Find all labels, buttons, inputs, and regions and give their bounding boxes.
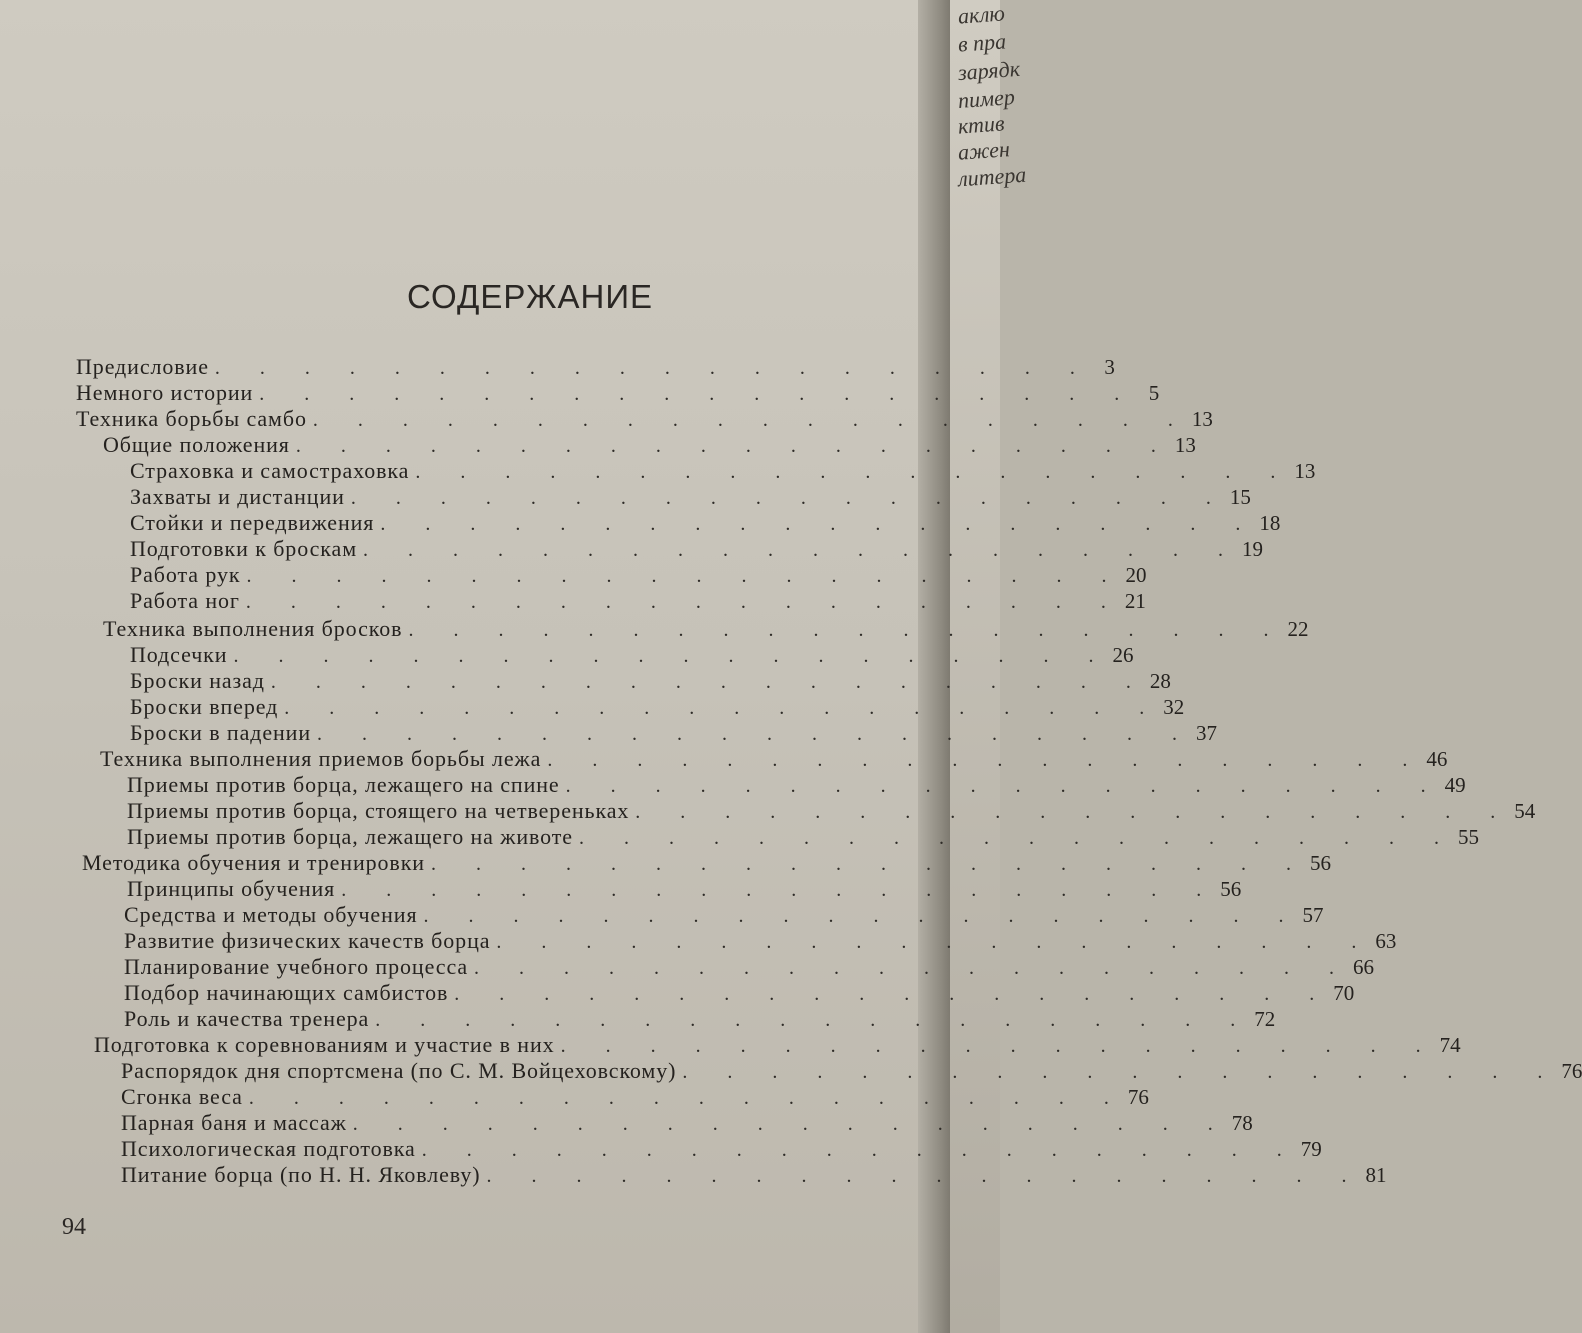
toc-page-number: 56 (1309, 851, 1331, 875)
dot-leader (311, 723, 1183, 746)
next-page-fragment: литера (957, 161, 1028, 192)
toc-entry (124, 1006, 1276, 1032)
toc-entry-text: Техника выполнения приемов борьбы лежа (100, 746, 542, 771)
toc-page-number: 21 (1124, 589, 1146, 613)
toc-entry-text: Работа ног (130, 588, 240, 613)
toc-page-number: 78 (1231, 1111, 1253, 1135)
toc-entry (76, 380, 1160, 406)
toc-page-number: 22 (1287, 617, 1309, 641)
page-number: 94 (62, 1214, 86, 1240)
toc-entry (121, 1110, 1253, 1136)
dot-leader (374, 513, 1246, 536)
toc-page-number: 63 (1375, 929, 1397, 953)
dot-leader (417, 905, 1289, 928)
toc-entry-text: Роль и качества тренера (124, 1006, 370, 1031)
dot-leader (240, 591, 1112, 614)
toc-page-number: 72 (1254, 1007, 1276, 1031)
toc-entry (103, 432, 1196, 458)
toc-entry (121, 1084, 1149, 1110)
next-page-fragment: аклю (957, 0, 1006, 29)
toc-page-number: 57 (1302, 903, 1324, 927)
toc-page-number: 26 (1112, 643, 1134, 667)
toc-entry-text: Страховка и самостраховка (130, 458, 410, 483)
toc-entry-text: Техника выполнения бросков (103, 616, 403, 641)
dot-leader (253, 383, 1125, 406)
dot-leader (629, 801, 1501, 824)
dot-leader (541, 749, 1413, 772)
toc-page-number: 49 (1444, 773, 1466, 797)
toc-page-number: 74 (1439, 1033, 1461, 1057)
toc-page-number: 13 (1174, 433, 1196, 457)
toc-entry (130, 536, 1264, 562)
toc-entry-text: Предисловие (76, 354, 209, 379)
toc-entry (94, 1032, 1461, 1058)
toc-entry-text: Парная баня и массаж (121, 1110, 347, 1135)
next-page-fragment: пимер (957, 84, 1016, 113)
dot-leader (347, 1113, 1219, 1136)
dot-leader (490, 931, 1362, 954)
toc-page-number: 3 (1104, 355, 1115, 379)
dot-leader (345, 487, 1217, 510)
toc-page-number: 18 (1259, 511, 1281, 535)
dot-leader (480, 1165, 1352, 1188)
toc-entry (130, 562, 1147, 588)
toc-entry (130, 484, 1251, 510)
toc-page-number: 76 (1127, 1085, 1149, 1109)
toc-entry (130, 510, 1281, 536)
toc-entry-text: Немного истории (76, 380, 254, 405)
toc-page-number: 13 (1294, 459, 1316, 483)
toc-entry (127, 772, 1466, 798)
toc-entry (121, 1058, 1582, 1084)
toc-entry (100, 746, 1448, 772)
toc-entry-text: Распорядок дня спортсмена (по С. М. Войцеховскому) (121, 1058, 677, 1083)
toc-page-number: 79 (1300, 1137, 1322, 1161)
toc-entry (103, 616, 1309, 642)
toc-page-number: 20 (1125, 563, 1147, 587)
toc-page-number: 76 (1561, 1059, 1582, 1083)
toc-entry-text: Общие положения (103, 432, 290, 457)
dot-leader (278, 697, 1150, 720)
toc-page-number: 13 (1191, 407, 1213, 431)
toc-entry (124, 902, 1324, 928)
toc-page-number: 56 (1220, 877, 1242, 901)
toc-entry (124, 954, 1375, 980)
toc-page-number: 81 (1365, 1163, 1387, 1187)
toc-entry (121, 1162, 1387, 1188)
toc-entry (76, 354, 1115, 380)
toc-page-number: 70 (1333, 981, 1355, 1005)
toc-entry-text: Питание борца (по Н. Н. Яковлеву) (121, 1162, 481, 1187)
dot-leader (209, 357, 1081, 380)
toc-entry (130, 668, 1171, 694)
toc-entry (130, 458, 1316, 484)
next-page-fragment: в пра (957, 28, 1007, 57)
toc-entry-text: Приемы против борца, стоящего на четвереньках (127, 798, 630, 823)
toc-entry (124, 928, 1397, 954)
dot-leader (416, 1139, 1288, 1162)
toc-page-number: 66 (1353, 955, 1375, 979)
dot-leader (448, 983, 1320, 1006)
toc-entry-text: Планирование учебного процесса (124, 954, 469, 979)
toc-entry-text: Развитие физических качеств борца (124, 928, 491, 953)
toc-entry (130, 694, 1185, 720)
dot-leader (243, 1087, 1115, 1110)
next-page-fragment: ажен (957, 136, 1011, 165)
toc-entry-text: Броски в падении (130, 720, 312, 745)
page-title: СОДЕРЖАНИЕ (406, 278, 654, 315)
toc-entry-text: Приемы против борца, лежащего на животе (127, 824, 573, 849)
toc-page-number: 37 (1196, 721, 1218, 745)
toc-page-number: 32 (1163, 695, 1185, 719)
toc-entry-text: Броски назад (130, 668, 265, 693)
toc-entry-text: Приемы против борца, лежащего на спине (127, 772, 560, 797)
toc-entry-text: Стойки и передвижения (130, 510, 375, 535)
toc-entry-text: Средства и методы обучения (124, 902, 418, 927)
toc-entry-text: Техника борьбы самбо (76, 406, 307, 431)
toc-entry (82, 850, 1331, 876)
toc-entry (130, 720, 1218, 746)
toc-entry (127, 824, 1479, 850)
toc-page-number: 19 (1242, 537, 1264, 561)
toc-entry-text: Подготовка к соревнованиям и участие в них (94, 1032, 555, 1057)
toc-entry (76, 406, 1213, 432)
toc-entry-text: Принципы обучения (127, 876, 336, 901)
toc-entry-text: Броски вперед (130, 694, 279, 719)
toc-page-number: 55 (1457, 825, 1479, 849)
dot-leader (573, 827, 1445, 850)
toc-entry-text: Работа рук (130, 562, 241, 587)
dot-leader (290, 435, 1162, 458)
dot-leader (227, 645, 1099, 668)
toc-entry (121, 1136, 1322, 1162)
toc-entry-text: Подсечки (130, 642, 228, 667)
toc-entry-text: Подготовки к броскам (130, 536, 358, 561)
toc-page-number: 46 (1426, 747, 1448, 771)
dot-leader (307, 409, 1179, 432)
dot-leader (560, 775, 1432, 798)
dot-leader (402, 619, 1274, 642)
dot-leader (265, 671, 1137, 694)
toc-entry-text: Сгонка веса (121, 1084, 243, 1109)
toc-page-number: 54 (1514, 799, 1536, 823)
toc-entry-text: Захваты и дистанции (130, 484, 345, 509)
dot-leader (555, 1035, 1427, 1058)
dot-leader (357, 539, 1229, 562)
dot-leader (676, 1061, 1548, 1084)
toc-page-number: 28 (1149, 669, 1171, 693)
toc-entry (124, 980, 1355, 1006)
toc-entry (130, 588, 1146, 614)
dot-leader (425, 853, 1297, 876)
next-page-fragment: зарядк (957, 55, 1021, 86)
dot-leader (468, 957, 1340, 980)
toc-page-number: 5 (1148, 381, 1160, 405)
toc-entry (127, 876, 1242, 902)
toc-entry-text: Методика обучения и тренировки (82, 850, 425, 875)
next-page-fragment: ктив (957, 110, 1006, 139)
dot-leader (409, 461, 1281, 484)
dot-leader (335, 879, 1207, 902)
toc-entry (127, 798, 1536, 824)
toc-entry-text: Психологическая подготовка (121, 1136, 416, 1161)
toc-entry (130, 642, 1134, 668)
toc-entry-text: Подбор начинающих самбистов (124, 980, 449, 1005)
toc-page-number: 15 (1229, 485, 1251, 509)
dot-leader (240, 565, 1112, 588)
dot-leader (369, 1009, 1241, 1032)
